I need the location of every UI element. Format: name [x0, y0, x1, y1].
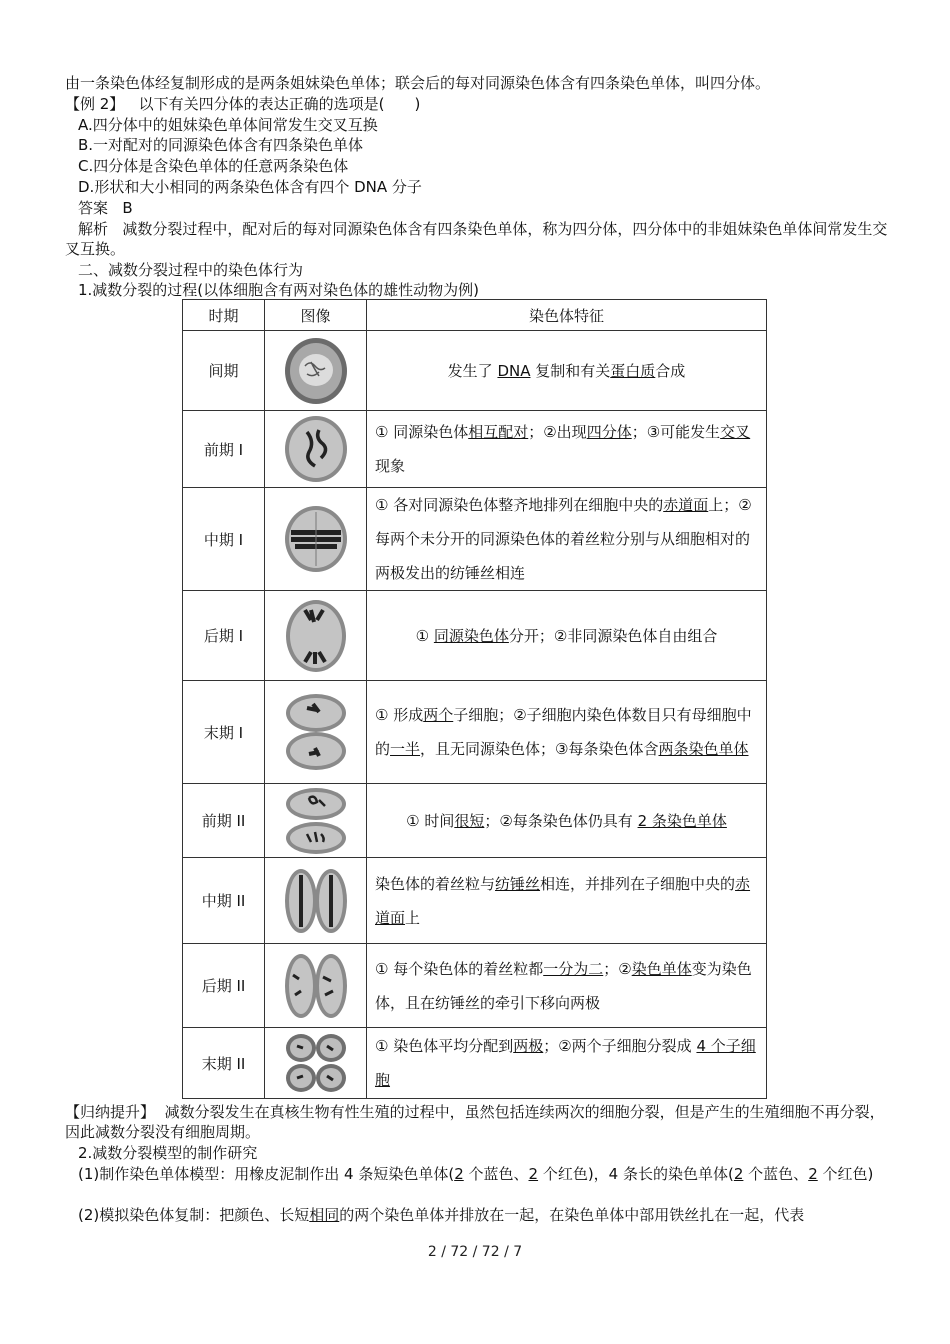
text-segment: ；②出现: [528, 423, 587, 441]
answer-value: B: [122, 199, 133, 217]
text-segment: 分开；②非同源染色体自由组合: [508, 626, 718, 645]
cell-image: [265, 858, 367, 944]
subsection-heading-1: 1.减数分裂的过程(以体细胞含有两对染色体的雄性动物为例): [78, 281, 480, 299]
example-question: [65, 94, 420, 114]
stage-cell: 前期 II: [183, 784, 265, 858]
anaphase-ii-cell-image: [283, 951, 349, 1021]
feature-cell: [367, 681, 767, 784]
underlined-term: 两条染色单体: [658, 740, 749, 758]
text-segment: 个红色): [817, 1165, 874, 1183]
text-segment: ① 形成: [375, 706, 424, 724]
text-segment: ①: [415, 626, 434, 645]
cell-image: [265, 488, 367, 591]
stage-cell: 后期 I: [183, 591, 265, 681]
cell-image: [265, 1028, 367, 1099]
text-segment: 发生了: [447, 361, 498, 380]
feature-cell: [367, 331, 767, 411]
underlined-term: 2: [733, 1165, 744, 1183]
page-footer: 2 / 72 / 72 / 7: [427, 1244, 523, 1260]
stage-cell: 中期 II: [183, 858, 265, 944]
text-segment: 上: [405, 908, 421, 927]
text-segment: 染色体的着丝粒与: [375, 874, 496, 893]
text-segment: ；②: [603, 959, 632, 978]
header-image: 图像: [265, 300, 367, 331]
text-segment: ① 各对同源染色体整齐地排列在细胞中央的: [375, 496, 664, 514]
text-segment: ；③可能发生: [631, 423, 721, 441]
text-segment: ① 每个染色体的着丝粒都: [375, 959, 544, 978]
text-segment: ，且无同源染色体；③每条染色体含: [420, 740, 659, 758]
analysis-label: 解析: [78, 220, 109, 238]
summary-tag: 【归纳提升】: [65, 1103, 156, 1121]
underlined-term: 两极: [513, 1037, 544, 1055]
table-header: [183, 300, 767, 331]
underlined-term: 蛋白质: [610, 361, 656, 380]
stage-cell: 间期: [183, 331, 265, 411]
text-segment: ；②每条染色体仍具有: [484, 811, 638, 830]
stage-cell: 末期 I: [183, 681, 265, 784]
option-a: A.四分体中的姐妹染色单体间常发生交叉互换: [78, 116, 378, 134]
text-segment: ① 染色体平均分配到: [375, 1037, 514, 1055]
text-segment: ；②两个子细胞分裂成: [543, 1037, 697, 1055]
prophase-i-cell-image: [283, 414, 349, 484]
underlined-term: 相互配对: [468, 423, 529, 441]
underlined-term: 2: [454, 1165, 464, 1183]
table-row: [183, 944, 767, 1028]
section-heading: 二、减数分裂过程中的染色体行为: [78, 261, 304, 279]
interphase-cell-image: [283, 336, 349, 406]
feature-cell: [367, 591, 767, 681]
subsection-heading-2: 2.减数分裂模型的制作研究: [78, 1144, 258, 1162]
underlined-term: 赤道面: [663, 496, 709, 514]
stage-cell: 中期 I: [183, 488, 265, 591]
text-segment: 上；②每两个未分开的同源染色体的着丝粒分别与从细胞相对的两极发出的纺锤丝相连: [375, 496, 752, 582]
underlined-term: 一分为二: [543, 959, 604, 978]
answer-line: [78, 198, 133, 218]
underlined-term: 交叉: [720, 423, 751, 441]
table-row: [183, 331, 767, 411]
cell-image: [265, 591, 367, 681]
underlined-term: 染色单体: [631, 959, 692, 978]
option-c: C.四分体是含染色单体的任意两条染色体: [78, 157, 349, 175]
model-paragraph-2: [78, 1205, 804, 1225]
intro-paragraph: 由一条染色体经复制形成的是两条姐妹染色单体；联会后的每对同源染色体含有四条染色单体，叫四分体。: [65, 74, 771, 92]
cell-image: [265, 681, 367, 784]
text-segment: 个红色)，4 条长的染色单体(: [538, 1165, 734, 1183]
table-row: [183, 488, 767, 591]
anaphase-i-cell-image: [283, 598, 349, 674]
cell-image: [265, 411, 367, 488]
cell-image: [265, 944, 367, 1028]
metaphase-ii-cell-image: [283, 865, 349, 937]
table-row: [183, 411, 767, 488]
text-segment: 的两个染色单体并排放在一起，在染色单体中部用铁丝扎在一起，代表: [339, 1206, 805, 1224]
stage-cell: 末期 II: [183, 1028, 265, 1099]
p2-text: [78, 1206, 804, 1224]
summary-text: 减数分裂发生在真核生物有性生殖的过程中，虽然包括连续两次的细胞分裂，但是产生的生殖细胞不再分裂，因此减数分裂没有细胞周期。: [65, 1103, 885, 1141]
table-row: [183, 784, 767, 858]
feature-cell: [367, 1028, 767, 1099]
text-segment: 个蓝色、: [463, 1165, 529, 1183]
text-segment: ① 时间: [406, 811, 455, 830]
header-features: 染色体特征: [367, 300, 767, 331]
underlined-term: 2: [528, 1165, 539, 1183]
feature-cell: [367, 858, 767, 944]
model-paragraph-1: [65, 1164, 895, 1184]
underlined-term: 2 条染色单体: [637, 811, 727, 830]
underlined-term: 两个: [423, 706, 454, 724]
option-b: B.一对配对的同源染色体含有四条染色单体: [78, 136, 364, 154]
text-segment: 复制和有关: [530, 361, 611, 380]
table-row: [183, 591, 767, 681]
telophase-ii-cell-image: [283, 1032, 349, 1094]
telophase-i-cell-image: [283, 692, 349, 772]
meiosis-table: [182, 299, 767, 1099]
text-segment: (1)制作染色单体模型：用橡皮泥制作出 4 条短染色单体(: [78, 1165, 455, 1183]
underlined-term: 2: [808, 1165, 818, 1183]
underlined-term: 纺锤丝: [495, 874, 541, 893]
underlined-term: 4 个子细胞: [375, 1037, 756, 1089]
underlined-term: 一半: [390, 740, 421, 758]
answer-label: 答案: [78, 199, 109, 217]
text-segment: 变为染色体，且在纺锤丝的牵引下移向两极: [375, 959, 752, 1012]
text-segment: 合成: [655, 361, 686, 380]
text-segment: (2)模拟染色体复制：把颜色、长短: [78, 1206, 310, 1224]
underlined-term: DNA: [497, 361, 531, 380]
text-segment: 子细胞；②子细胞内染色体数目只有母细胞中的: [375, 706, 752, 758]
prophase-ii-cell-image: [283, 786, 349, 856]
underlined-term: 同源染色体: [433, 626, 509, 645]
table-row: [183, 858, 767, 944]
question-text: 以下有关四分体的表达正确的选项是( ): [138, 95, 421, 113]
feature-cell: [367, 784, 767, 858]
feature-cell: [367, 944, 767, 1028]
underlined-term: 四分体: [586, 423, 632, 441]
metaphase-i-cell-image: [283, 504, 349, 574]
table-row: [183, 1028, 767, 1099]
underlined-term: 相同: [309, 1206, 340, 1224]
text-segment: ① 同源染色体: [375, 423, 469, 441]
text-segment: 现象: [375, 457, 406, 475]
header-stage: 时期: [183, 300, 265, 331]
cell-image: [265, 784, 367, 858]
feature-cell: [367, 411, 767, 488]
cell-image: [265, 331, 367, 411]
feature-cell: [367, 488, 767, 591]
table-row: [183, 681, 767, 784]
underlined-term: 赤道面: [375, 874, 751, 927]
text-segment: 个蓝色、: [743, 1165, 809, 1183]
example-tag: 【例 2】: [65, 95, 125, 113]
underlined-term: 很短: [454, 811, 485, 830]
analysis-paragraph: [65, 219, 890, 259]
analysis-text: 减数分裂过程中，配对后的每对同源染色体含有四条染色单体，称为四分体，四分体中的非姐妹染色单体间常发生交叉互换。: [65, 220, 888, 258]
text-segment: 相连，并排列在子细胞中央的: [540, 874, 736, 893]
stage-cell: 后期 II: [183, 944, 265, 1028]
p1-text: [78, 1165, 873, 1183]
summary-paragraph: [65, 1102, 890, 1142]
stage-cell: 前期 I: [183, 411, 265, 488]
option-d: D.形状和大小相同的两条染色体含有四个 DNA 分子: [78, 178, 422, 196]
